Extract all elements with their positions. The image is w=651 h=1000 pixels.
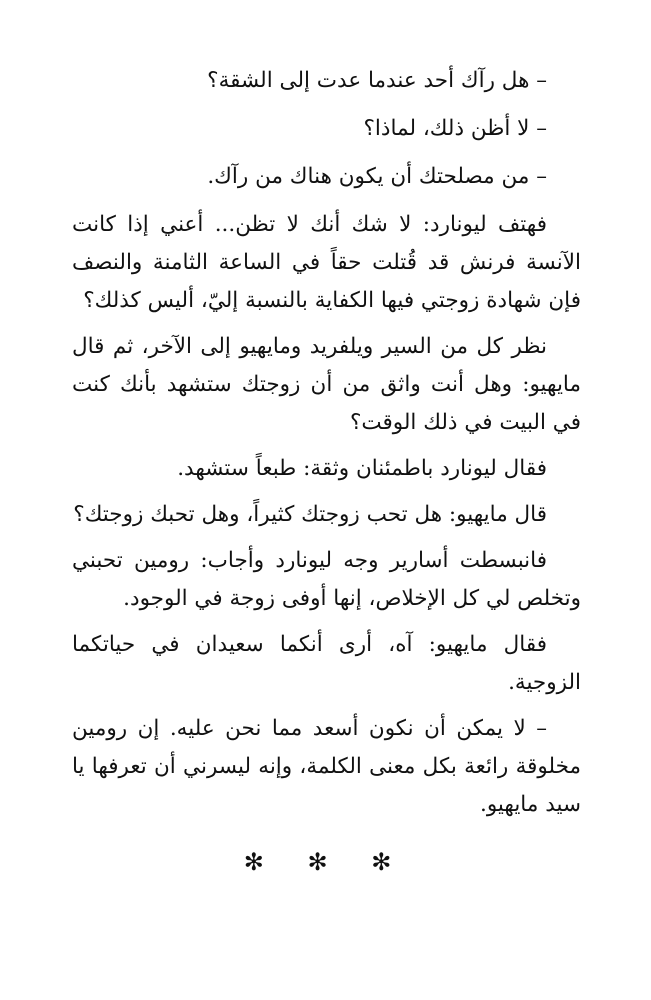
book-page <box>72 62 581 960</box>
paragraph-love-question: قال مايهيو: هل تحب زوجتك كثيراً، وهل تحبك زوجتك؟ <box>73 502 547 527</box>
dialogue-line-2: – لا أظن ذلك، لماذا؟ <box>363 116 547 141</box>
paragraph-leonard-answers: فانبسطت أسارير وجه ليونارد وأجاب: رومين تحبني وتخلص لي كل الإخلاص، إنها أوفى زوجة في الوجود. <box>72 548 581 611</box>
section-separator <box>72 848 581 876</box>
asterism-star-icon: ✻ <box>371 848 410 876</box>
paragraph-leonard-exclaims: فهتف ليونارد: لا شك أنك لا تظن... أعني إذا كانت الآنسة فرنش قد قُتلت حقاً في الساعة الثامنة والنصف فإن شهادة زوجتي فيها الكفاية بالنسبة إليّ، أليس كذلك؟ <box>72 212 581 313</box>
paragraph-romaine-wonderful: – لا يمكن أن نكون أسعد مما نحن عليه. إن رومين مخلوقة رائعة بكل معنى الكلمة، وإنه ليسرني أن تعرفها يا سيد مايهيو. <box>72 716 581 817</box>
asterism-star-icon: ✻ <box>307 848 346 876</box>
paragraph-leonard-confident: فقال ليونارد باطمئنان وثقة: طبعاً ستشهد. <box>177 456 547 481</box>
asterism-star-icon: ✻ <box>243 848 282 876</box>
paragraph-mayhew-happy: فقال مايهيو: آه، أرى أنكما سعيدان في حياتكما الزوجية. <box>72 632 581 695</box>
dialogue-line-3: – من مصلحتك أن يكون هناك من رآك. <box>207 164 547 189</box>
paragraph-mayhew-asks: نظر كل من السير ويلفريد ومايهيو إلى الآخر، ثم قال مايهيو: وهل أنت واثق من أن زوجتك ستشهد بأنك كنت في البيت في ذلك الوقت؟ <box>72 334 581 435</box>
dialogue-line-1: – هل رآك أحد عندما عدت إلى الشقة؟ <box>207 68 547 93</box>
